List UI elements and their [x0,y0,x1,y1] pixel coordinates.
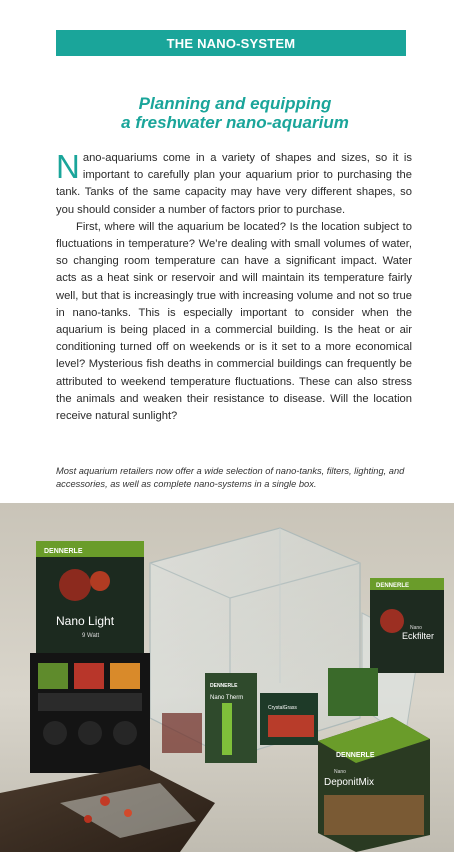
photo-caption: Most aquarium retailers now offer a wide selection of nano-tanks, filters, lighting, and accessories, as well as complete nano-systems in a single box. [56,466,405,489]
eckfilter-name: Eckfilter [402,631,435,641]
eckfilter-brand: DENNERLE [376,583,410,589]
nano-light-brand: DENNERLE [44,548,83,555]
light-blister-pack [30,653,150,773]
nano-therm-name: Nano Therm [210,695,244,701]
nano-light-name: Nano Light [56,614,115,628]
nano-therm-brand: DENNERLE [210,683,238,689]
article-body [56,150,412,425]
deponitmix-box [318,717,430,852]
deponit-name: DeponitMix [324,777,375,788]
product-photo-illustration [0,503,454,852]
article-title-line-2: a freshwater nano-aquarium [121,113,349,132]
drop-cap: N [56,148,80,185]
eckfilter-small: Nano [410,625,422,631]
body-paragraph-2: First, where will the aquarium be located? Is the location subject to fluctuations in temperature? We’re dealing with small volumes of water, so changing room temperature can have a significant impact. Water acts as a heat sink or reservoir and will maintain its temperature fairly well, but that is increasingly true with increasing volume and not so true in nano-tanks. This is especially important to consider when the aquarium is being placed in a commercial building. Is the heat or air conditioning turned off on weekends or is it set to a more economical level? Mysterious fish deaths in commercial buildings can frequently be attributed to weekend temperature fluctuations. These can also stress the animals and weaken their resistance to disease. Will the location receive natural sunlight? [56,220,412,423]
section-header-bar [56,30,406,56]
crystal-grass-name: CrystalGrass [268,705,297,711]
product-photo [0,503,454,852]
nano-light-sub: 9 Watt [82,633,100,639]
body-paragraph-1-text: ano-aquariums come in a variety of shapes and sizes, so it is important to carefully plan your aquarium prior to purchasing the tank. Tanks of the same capacity may have very different shapes, so you should consider a number of factors prior to purchase. [56,152,412,216]
deponit-brand: DENNERLE [336,752,375,759]
eckfilter-box [370,578,444,673]
nano-light-box [36,541,144,659]
deponit-small: Nano [334,769,346,775]
section-header-label: THE NANO-SYSTEM [166,35,296,51]
body-paragraph-1 [56,150,412,219]
article-title-line-1: Planning and equipping [138,94,332,113]
article-title [40,94,430,132]
